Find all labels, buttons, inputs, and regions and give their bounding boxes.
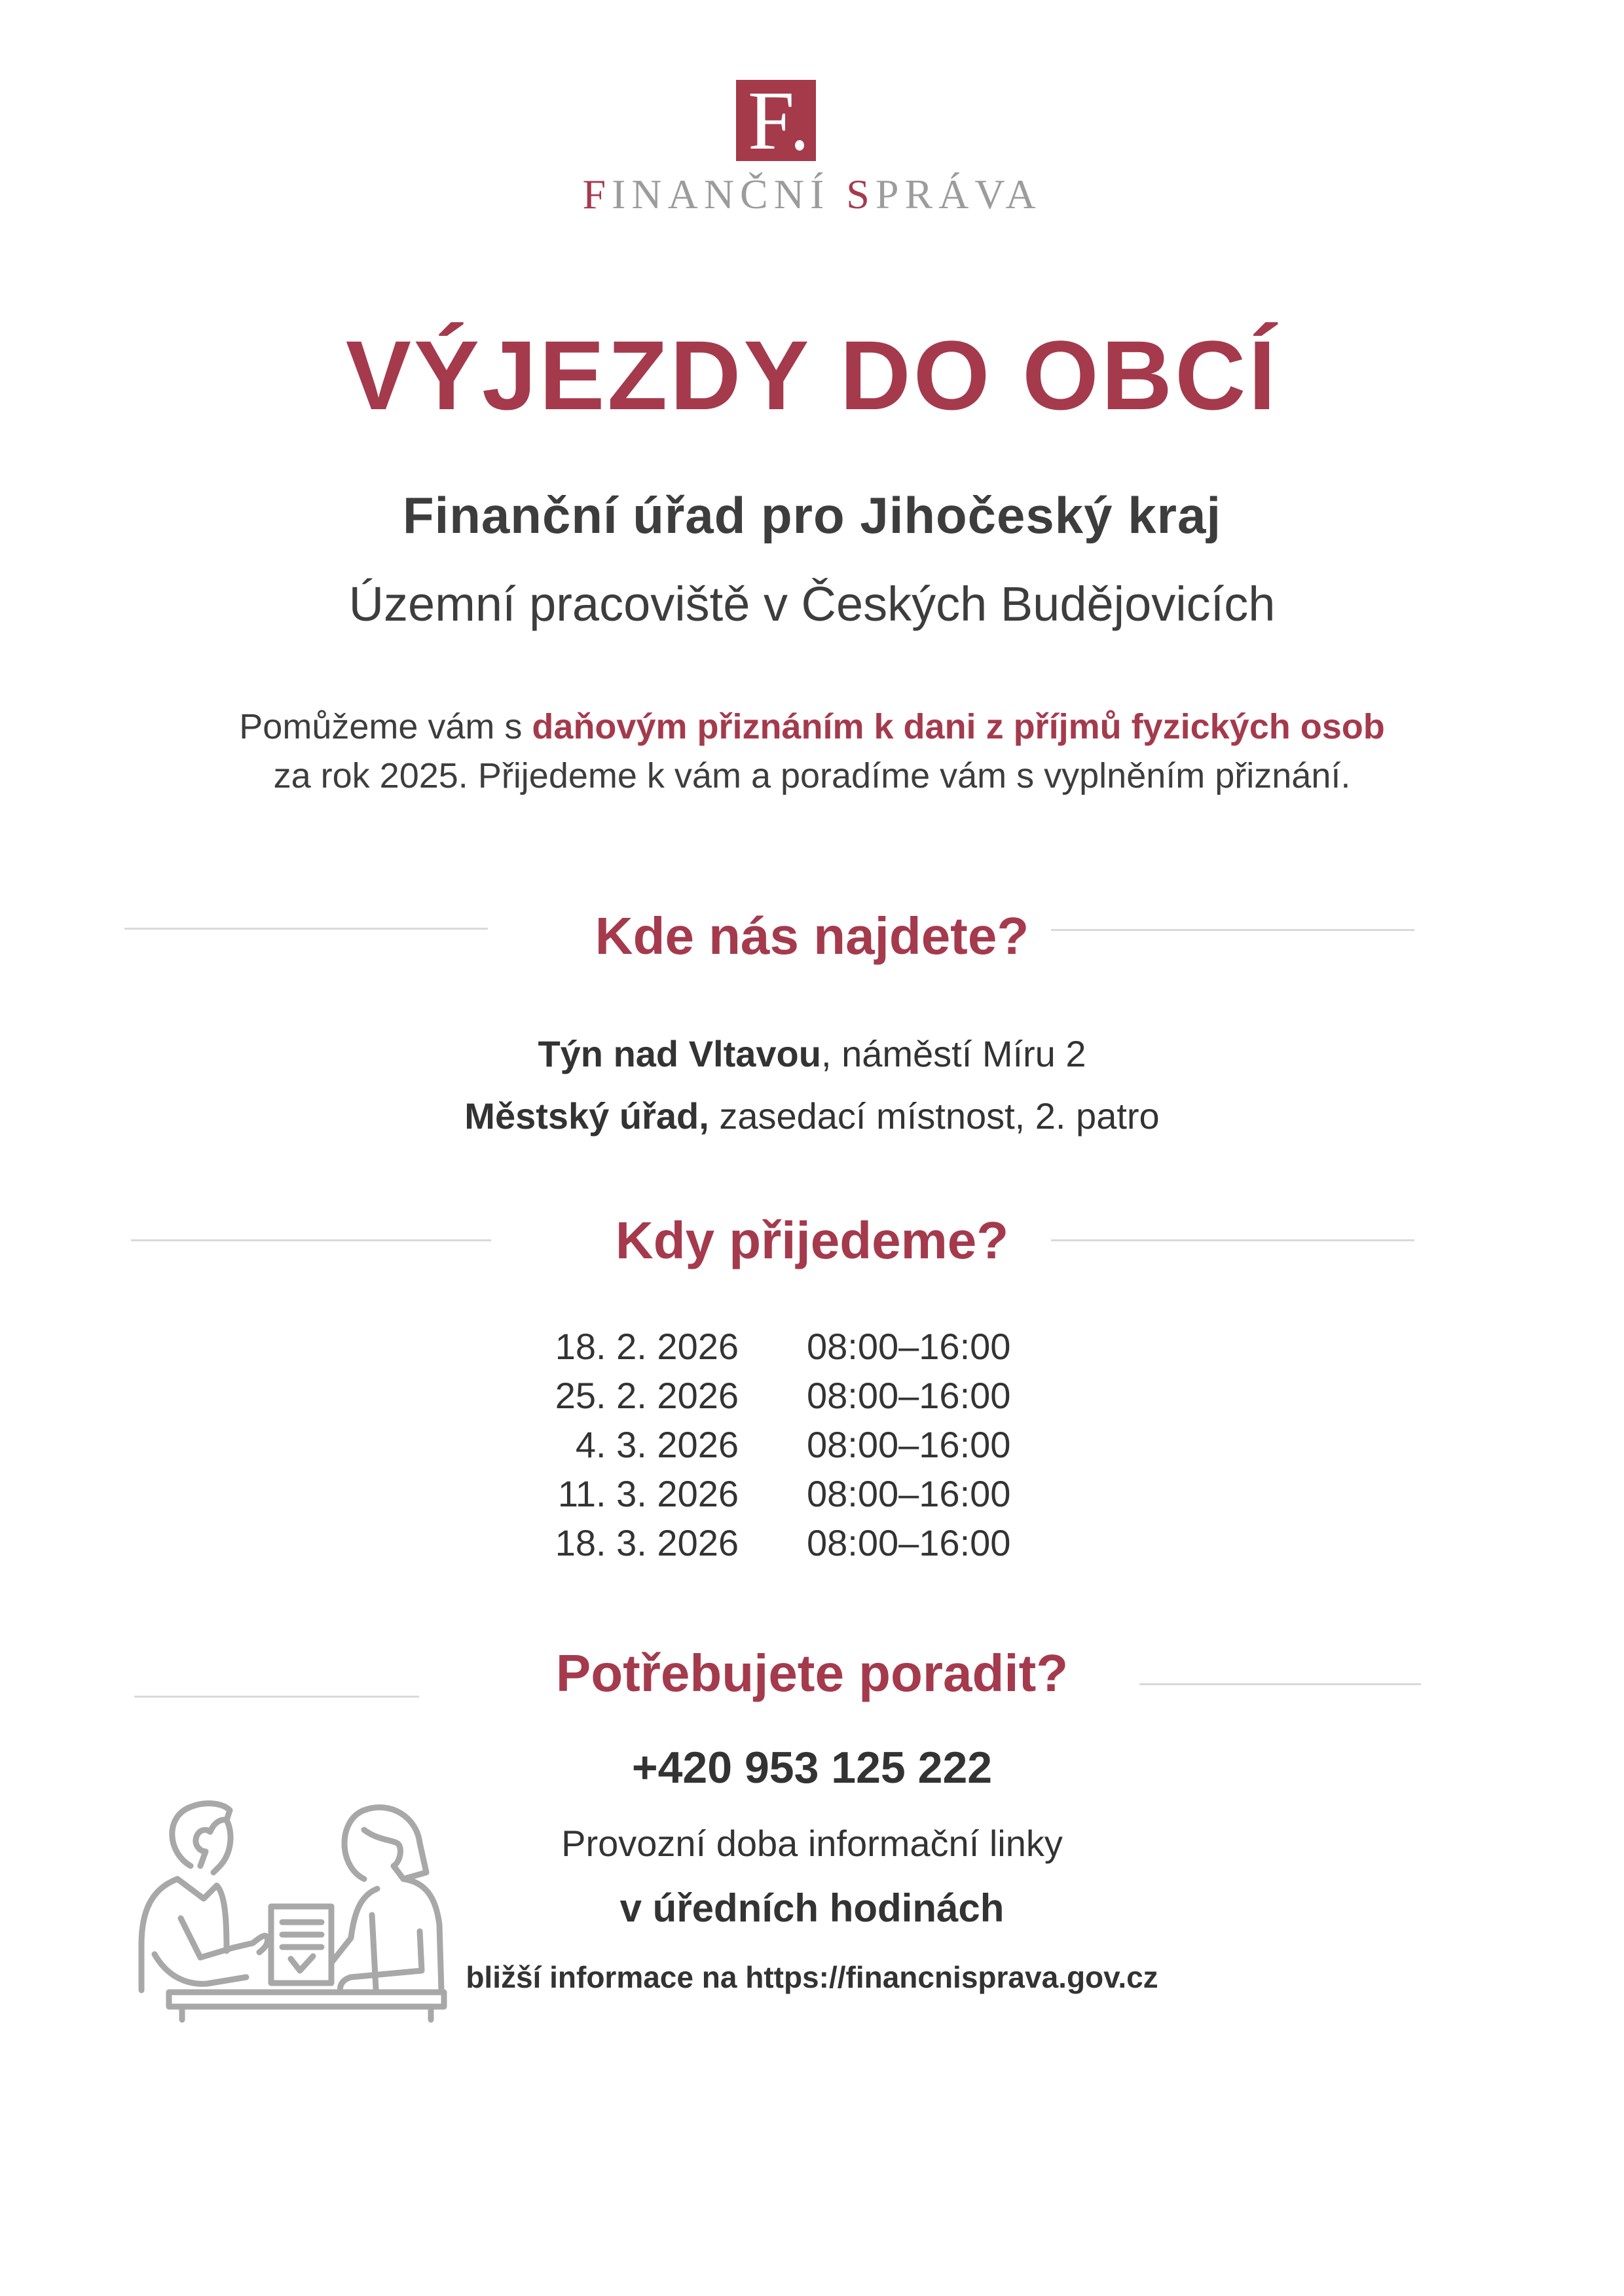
office-name: Finanční úřad pro Jihočeský kraj [402, 486, 1222, 544]
address-town: Týn nad Vltavou [538, 1033, 821, 1074]
branch-name: Územní pracoviště v Českých Budějovicích [348, 577, 1276, 631]
schedule-date: 18. 2. 2026 [555, 1326, 739, 1367]
schedule-date: 11. 3. 2026 [557, 1473, 739, 1514]
brand-initial-f: F [582, 171, 612, 217]
address-building: Městský úřad, [464, 1095, 709, 1137]
brand-initial-s: S [846, 171, 876, 217]
schedule-row [0, 1471, 1624, 1517]
schedule-row [0, 1422, 1624, 1468]
intro-highlight: daňovým přiznáním k dani z příjmů fyzických osob [532, 707, 1385, 746]
address-street: , náměstí Míru 2 [821, 1033, 1086, 1074]
logo-dot [795, 140, 804, 151]
more-info-link[interactable]: bližší informace na https://financnisprava.gov.cz [466, 1960, 1158, 1994]
logo-letter: F [748, 74, 795, 167]
schedule-row [0, 1520, 1624, 1566]
schedule-time: 08:00–16:00 [807, 1522, 1011, 1563]
intro-line-1 [0, 705, 1624, 748]
where-heading: Kde nás najdete? [595, 907, 1029, 965]
intro-line-2: za rok 2025. Přijedeme k vám a poradíme vám s vyplněním přiznání. [273, 756, 1351, 795]
address-line-2 [0, 1095, 1624, 1138]
address-room: zasedací místnost, 2. patro [709, 1095, 1160, 1137]
help-heading: Potřebujete poradit? [555, 1644, 1069, 1702]
schedule-date: 4. 3. 2026 [575, 1424, 739, 1465]
schedule-row [0, 1373, 1624, 1419]
when-heading: Kdy přijedeme? [615, 1211, 1009, 1269]
brand-word-1-rest: INANČNÍ [612, 171, 847, 217]
intro-prefix: Pomůžeme vám s [239, 707, 532, 746]
brand-name [0, 172, 1624, 217]
phone-number[interactable]: +420 953 125 222 [631, 1743, 993, 1793]
hotline-hours-label: Provozní doba informační linky [561, 1823, 1063, 1864]
address-line-1 [0, 1032, 1624, 1076]
schedule-time: 08:00–16:00 [807, 1473, 1011, 1514]
schedule-row [0, 1324, 1624, 1370]
schedule-time: 08:00–16:00 [807, 1326, 1011, 1367]
schedule-date: 25. 2. 2026 [555, 1375, 739, 1416]
schedule-date: 18. 3. 2026 [555, 1522, 739, 1563]
page-title: VÝJEZDY DO OBCÍ [345, 320, 1279, 430]
hotline-hours-value: v úředních hodinách [619, 1886, 1005, 1930]
schedule-time: 08:00–16:00 [807, 1424, 1011, 1465]
brand-word-2-rest: PRÁVA [875, 171, 1042, 217]
consultation-illustration-icon [128, 1781, 456, 2023]
logo-mark [736, 74, 816, 167]
schedule-time: 08:00–16:00 [807, 1375, 1011, 1416]
